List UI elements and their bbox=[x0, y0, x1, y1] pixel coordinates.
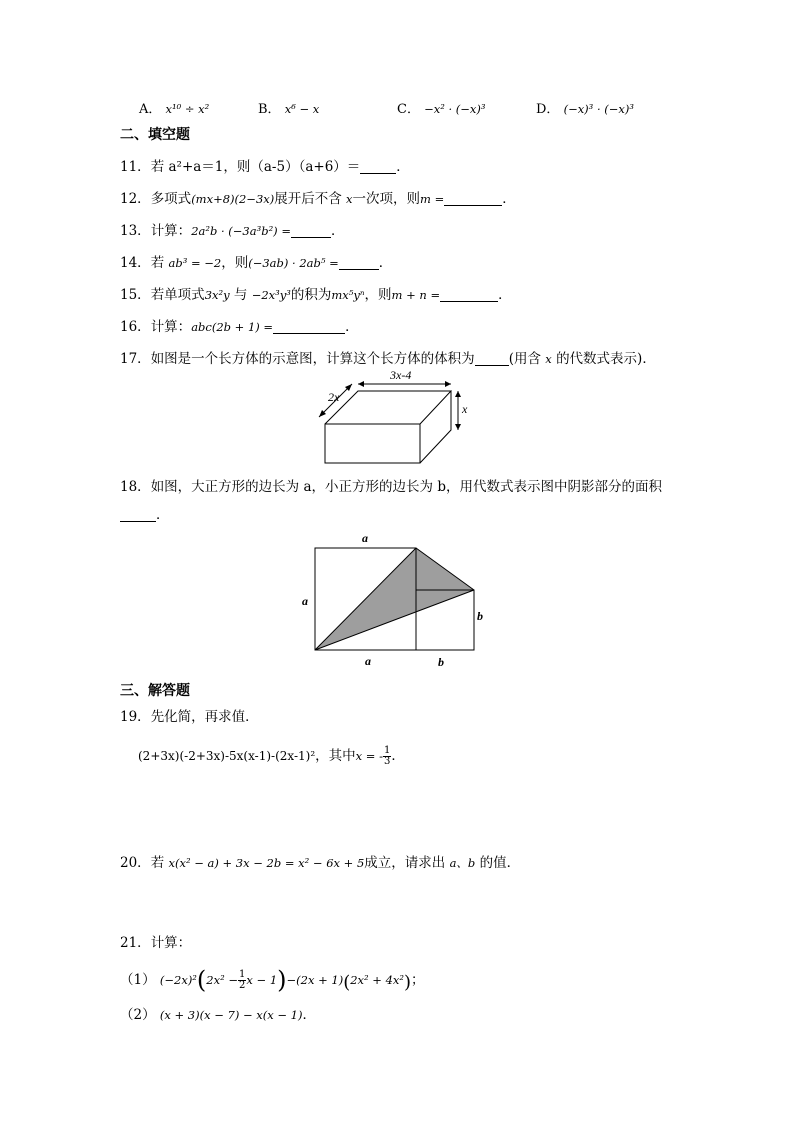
question-text: 的积为 bbox=[290, 287, 332, 303]
label-height: x bbox=[462, 402, 468, 416]
math-var: a、b bbox=[449, 856, 476, 870]
question-text: ，则 bbox=[364, 287, 392, 303]
paren: ) bbox=[277, 966, 287, 994]
answer-blank[interactable] bbox=[360, 160, 396, 174]
punct: ． bbox=[378, 255, 393, 271]
question-text: 若 bbox=[150, 855, 165, 871]
fraction-numerator: 1 bbox=[383, 745, 391, 756]
label-bottom-left: a bbox=[365, 654, 371, 668]
answer-blank[interactable] bbox=[475, 352, 509, 366]
option-b bbox=[258, 98, 319, 117]
option-c bbox=[397, 98, 486, 117]
punct: ． bbox=[302, 1007, 316, 1023]
question-number: 19． bbox=[120, 709, 151, 725]
math-expr: (mx+8)(2−3x) bbox=[191, 192, 275, 206]
answer-blank[interactable] bbox=[120, 508, 156, 522]
question-18 bbox=[120, 478, 662, 496]
section-3-title: 三、解答题 bbox=[120, 683, 190, 699]
punct: ． bbox=[502, 191, 516, 207]
option-a-label: A． bbox=[139, 102, 162, 117]
fraction-denominator: 2 bbox=[239, 980, 246, 991]
question-text: ，则 bbox=[221, 255, 249, 271]
math-expr: −2x³y³ bbox=[251, 288, 291, 302]
question-number: 15． bbox=[120, 287, 151, 303]
question-20 bbox=[120, 854, 520, 872]
math-var: x bbox=[346, 192, 353, 206]
arrow-head bbox=[455, 424, 461, 430]
label-left: a bbox=[302, 594, 308, 608]
math-expr: 2a²b · (−3a³b²) = bbox=[191, 224, 291, 238]
question-18-cont bbox=[120, 506, 170, 524]
question-19 bbox=[120, 708, 259, 726]
label-length: 3x-4 bbox=[390, 368, 412, 382]
question-text: ，其中 bbox=[315, 748, 356, 764]
punct: ． bbox=[391, 748, 405, 764]
label-bottom-right: b bbox=[438, 655, 444, 669]
question-15 bbox=[120, 286, 512, 304]
question-text: 计算： bbox=[150, 223, 192, 239]
question-text: 一次项，则 bbox=[352, 191, 421, 207]
question-text: 展开后不含 bbox=[274, 191, 342, 207]
math-expr: 2x² + 4x² bbox=[350, 973, 405, 987]
question-text: 如图是一个长方体的示意图，计算这个长方体的体积为 bbox=[150, 351, 475, 367]
label-width: 2x bbox=[328, 390, 340, 404]
math-expr: x(x² − a) + 3x − 2b = x² − 6x + 5 bbox=[168, 856, 365, 870]
question-13 bbox=[120, 222, 344, 240]
question-text: 的值． bbox=[479, 855, 521, 871]
math-expr: (2+3x)(-2+3x)-5x(x-1)-(2x-1)² bbox=[138, 749, 316, 763]
math-expr: ab³ = −2 bbox=[168, 256, 222, 270]
cuboid-right-face bbox=[420, 391, 451, 463]
math-expr: (−2x)² bbox=[159, 973, 197, 987]
question-number: 13． bbox=[120, 223, 151, 239]
cuboid-figure bbox=[310, 365, 480, 470]
label-top: a bbox=[362, 531, 368, 545]
answer-blank[interactable] bbox=[444, 192, 502, 206]
question-number: 18． bbox=[120, 479, 151, 495]
cuboid-top-face bbox=[325, 391, 451, 424]
question-number: 16． bbox=[120, 319, 151, 335]
answer-blank[interactable] bbox=[291, 224, 331, 238]
option-d-expr: (−x)³ · (−x)³ bbox=[563, 102, 634, 116]
math-expr: x = - bbox=[355, 749, 383, 763]
label-right: b bbox=[477, 609, 483, 623]
math-expr: mx⁵yⁿ bbox=[331, 288, 365, 302]
option-b-label: B． bbox=[258, 102, 281, 117]
punct: ． bbox=[345, 319, 359, 335]
punct: ． bbox=[498, 287, 512, 303]
punct: ． bbox=[156, 507, 170, 523]
math-expr: abc(2b + 1) = bbox=[191, 320, 274, 334]
question-number: 17． bbox=[120, 351, 151, 367]
question-text: (用含 bbox=[508, 351, 541, 367]
math-expr: 2x² − bbox=[206, 973, 239, 987]
question-21-part-1 bbox=[120, 966, 425, 994]
question-text: 计算： bbox=[150, 319, 192, 335]
answer-blank[interactable] bbox=[339, 256, 379, 270]
math-expr: x − 1 bbox=[246, 973, 278, 987]
answer-blank[interactable] bbox=[273, 320, 345, 334]
arrow-head bbox=[358, 381, 364, 387]
part-label: （2） bbox=[120, 1007, 156, 1023]
section-2-title: 二、填空题 bbox=[120, 127, 190, 143]
math-expr: (−3ab) · 2ab⁵ = bbox=[248, 256, 339, 270]
question-text: 先化简，再求值． bbox=[150, 709, 259, 725]
option-d bbox=[536, 98, 634, 117]
math-expr: (x + 3)(x − 7) − x(x − 1) bbox=[159, 1008, 303, 1022]
question-text: 成立，请求出 bbox=[364, 855, 446, 871]
question-number: 12． bbox=[120, 191, 151, 207]
question-16 bbox=[120, 318, 359, 336]
question-text: 若 bbox=[150, 255, 165, 271]
question-19-expr bbox=[138, 742, 405, 770]
fraction-numerator: 1 bbox=[239, 969, 246, 980]
math-expr: 3x²y bbox=[204, 288, 230, 302]
question-text: 的代数式表示)． bbox=[556, 351, 656, 367]
answer-blank[interactable] bbox=[440, 288, 498, 302]
arrow-head bbox=[445, 381, 451, 387]
question-text: 计算： bbox=[150, 935, 192, 951]
question-number: 14． bbox=[120, 255, 151, 271]
option-b-expr: x⁶ − x bbox=[284, 102, 320, 116]
question-text: 若单项式 bbox=[150, 287, 205, 303]
part-label: （1） bbox=[120, 972, 156, 988]
arrow-head bbox=[455, 391, 461, 397]
question-21-part-2 bbox=[120, 1006, 316, 1024]
math-expr: m = bbox=[420, 192, 445, 206]
fraction-denominator: 3 bbox=[383, 756, 391, 767]
option-a-expr: x¹⁰ ÷ x² bbox=[165, 102, 210, 116]
question-11 bbox=[120, 158, 410, 176]
option-a bbox=[139, 98, 209, 117]
option-c-expr: −x² · (−x)³ bbox=[424, 102, 486, 116]
punct: ． bbox=[396, 159, 410, 175]
question-number: 20． bbox=[120, 855, 151, 871]
paren: ) bbox=[404, 972, 412, 993]
question-text: 如图，大正方形的边长为 a，小正方形的边长为 b，用代数式表示图中阴影部分的面积 bbox=[150, 479, 662, 495]
paren: ( bbox=[343, 972, 351, 993]
question-text: 多项式 bbox=[150, 191, 192, 207]
math-expr: m + n = bbox=[391, 288, 441, 302]
paren: ( bbox=[196, 966, 207, 994]
question-text: 与 bbox=[233, 287, 248, 303]
punct: ； bbox=[411, 972, 425, 988]
cuboid-front-face bbox=[325, 424, 420, 463]
math-var: x bbox=[545, 352, 552, 366]
option-c-label: C． bbox=[397, 102, 420, 117]
question-text: 若 a²+a＝1，则（a-5）（a+6）＝ bbox=[150, 159, 361, 175]
question-14 bbox=[120, 254, 392, 272]
question-21 bbox=[120, 934, 191, 952]
math-expr: −(2x + 1) bbox=[286, 973, 344, 987]
question-12 bbox=[120, 190, 516, 208]
question-number: 21． bbox=[120, 935, 151, 951]
question-number: 11． bbox=[120, 159, 151, 175]
punct: ． bbox=[330, 223, 345, 239]
squares-figure bbox=[298, 527, 493, 672]
option-d-label: D． bbox=[536, 102, 560, 117]
